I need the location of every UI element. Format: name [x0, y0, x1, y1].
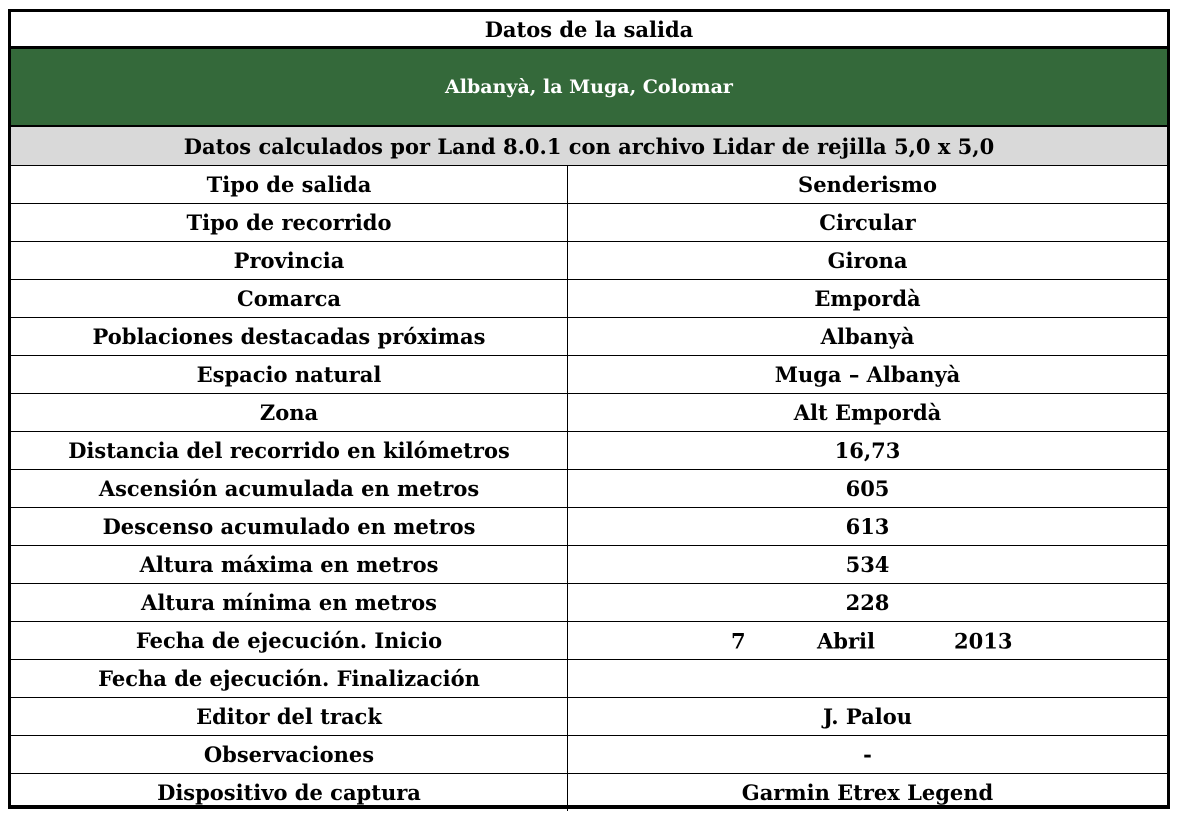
row-value: Muga – Albanyà: [774, 362, 961, 387]
table-row: [11, 546, 1167, 584]
row-label: Altura máxima en metros: [11, 546, 568, 583]
table-row: [11, 774, 1167, 811]
row-value: 228: [845, 590, 890, 615]
table-row: [11, 698, 1167, 736]
data-table: [8, 9, 1170, 809]
row-label: Descenso acumulado en metros: [11, 508, 568, 545]
row-label: Zona: [11, 394, 568, 431]
row-label: Espacio natural: [11, 356, 568, 393]
date-field: [568, 622, 1167, 659]
row-value: Albanyà: [820, 324, 915, 349]
table-row: [11, 508, 1167, 546]
row-value: 16,73: [834, 438, 901, 463]
row-value-date: [568, 622, 1167, 659]
table-row: [11, 432, 1167, 470]
row-label: Comarca: [11, 280, 568, 317]
row-label: Distancia del recorrido en kilómetros: [11, 432, 568, 469]
table-row: [11, 736, 1167, 774]
row-value: Empordà: [814, 286, 921, 311]
table-row: [11, 584, 1167, 622]
row-value: Circular: [819, 210, 916, 235]
table-title: Datos de la salida: [11, 12, 1167, 49]
table-row: [11, 204, 1167, 242]
row-label: Poblaciones destacadas próximas: [11, 318, 568, 355]
row-label: Altura mínima en metros: [11, 584, 568, 621]
row-label: Editor del track: [11, 698, 568, 735]
row-label: Provincia: [11, 242, 568, 279]
table-row: [11, 356, 1167, 394]
row-value: 613: [845, 514, 890, 539]
table-row: [11, 166, 1167, 204]
row-value: 534: [845, 552, 890, 577]
table-row: [11, 242, 1167, 280]
table-row: [11, 660, 1167, 698]
row-label: Fecha de ejecución. Finalización: [11, 660, 568, 697]
row-value: Alt Empordà: [793, 400, 942, 425]
row-label: Tipo de recorrido: [11, 204, 568, 241]
table-row: [11, 280, 1167, 318]
row-value: -: [863, 742, 872, 767]
row-label: Fecha de ejecución. Inicio: [11, 622, 568, 659]
route-name-banner: Albanyà, la Muga, Colomar: [11, 49, 1167, 127]
row-value: J. Palou: [822, 704, 912, 729]
row-value: Girona: [827, 248, 908, 273]
row-value: Garmin Etrex Legend: [741, 780, 994, 805]
row-value: [568, 660, 1167, 697]
table-row: [11, 622, 1167, 660]
row-value: Senderismo: [798, 172, 937, 197]
table-row: [11, 470, 1167, 508]
table-row: [11, 394, 1167, 432]
row-value: 605: [845, 476, 890, 501]
date-year: 2013: [954, 628, 1013, 653]
date-month: Abril: [817, 628, 875, 653]
row-label: Dispositivo de captura: [11, 774, 568, 811]
row-label: Observaciones: [11, 736, 568, 773]
row-label: Tipo de salida: [11, 166, 568, 203]
date-day: 7: [731, 628, 746, 653]
row-label: Ascensión acumulada en metros: [11, 470, 568, 507]
calculation-note: Datos calculados por Land 8.0.1 con archivo Lidar de rejilla 5,0 x 5,0: [11, 127, 1167, 166]
table-row: [11, 318, 1167, 356]
